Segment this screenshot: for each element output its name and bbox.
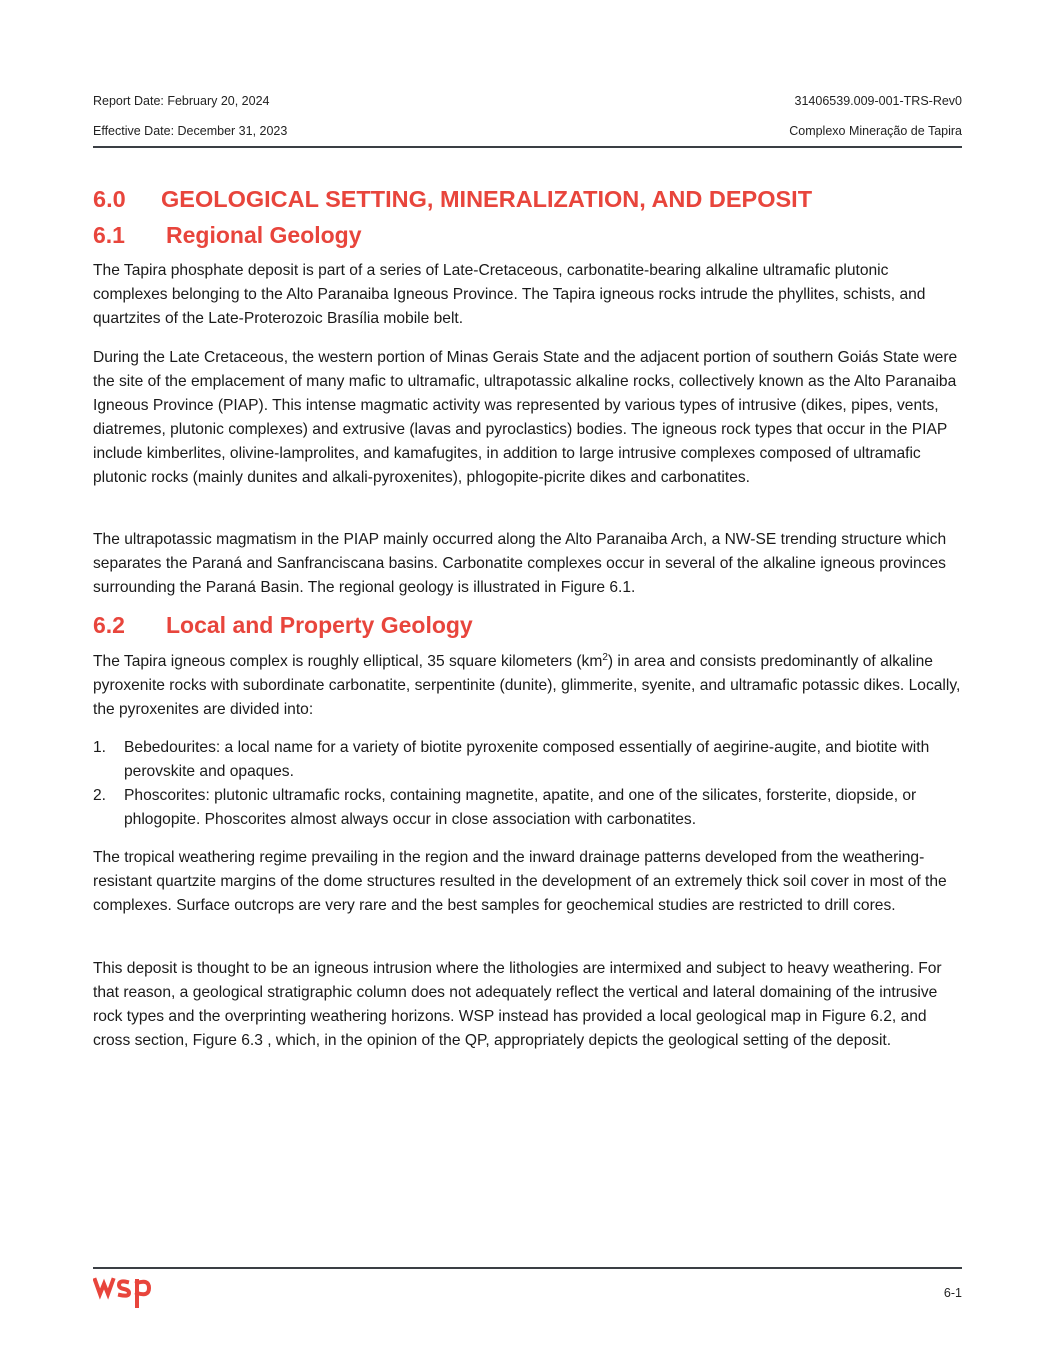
paragraph: During the Late Cretaceous, the western portion of Minas Gerais State and the adjacent portion of southern Goiás State were the site of the emplacement of many mafic to ultramafic, ultrapotassic alkaline rocks, collectively known as the Alto Paranaiba Igneous Province (PIAP). This intense magmatic activity was represented by various types of intrusive (dikes, pipes, vents, diatremes, plutonic complexes) and extrusive (lavas and pyroclastics) bodies. The igneous rock types that occur in the PIAP include kimberlites, olivine-lamprolites, and kamafugites, in addition to large intrusive complexes composed of ultramafic plutonic rocks (mainly dunites and alkali-pyroxenites), phlogopite-picrite dikes and carbonatites. [93,349,958,486]
header-divider [93,146,962,148]
list-number: 1. [93,739,107,756]
superscript: 2 [602,651,608,663]
section-title: GEOLOGICAL SETTING, MINERALIZATION, AND DEPOSIT [161,186,813,212]
paragraph: The ultrapotassic magmatism in the PIAP mainly occurred along the Alto Paranaiba Arch, a NW-SE trending structure which separates the Paraná and Sanfranciscana basins. Carbonatite complexes occur in several of the alkaline igneous provinces surrounding the Paraná Basin. The regional geology is illustrated in Figure 6.1. [93,531,947,596]
list-item [93,784,962,832]
subsection-heading-local [93,612,473,639]
intro-text-a: The Tapira igneous complex is roughly elliptical, 35 square kilometers (km [93,653,603,670]
document-page [93,0,962,1365]
intro-text-b: ) in area and consists predominantly of alkaline pyroxenite rocks with subordinate carbonatite, serpentinite (dunite), glimmerite, syenite, and ultramafic potassic dikes. Locally, the pyroxenites are divided into: [93,653,961,718]
paragraph: The Tapira phosphate deposit is part of a series of Late-Cretaceous, carbonatite-bearing alkaline ultramafic plutonic complexes belonging to the Alto Paranaiba Igneous Province. The Tapira igneous rocks intrude the phyllites, schists, and quartzites of the Late-Proterozoic Brasília mobile belt. [93,262,926,327]
subsection-title: Local and Property Geology [166,612,473,638]
report-date: Report Date: February 20, 2024 [93,94,270,108]
subsection-number: 6.1 [93,222,125,248]
list-text: Phoscorites: plutonic ultramafic rocks, containing magnetite, apatite, and one of the silicates, forsterite, diopside, or phlogopite. Phoscorites almost always occur in close association with carbonatites. [124,787,917,828]
paragraph: This deposit is thought to be an igneous intrusion where the lithologies are intermixed and subject to heavy weathering. For that reason, a geological stratigraphic column does not adequately reflect the vertical and lateral domaining of the intrusive rock types and the overprinting weathering horizons. WSP instead has provided a local geological map in Figure 6.2, and cross section, Figure 6.3 , which, in the opinion of the QP, appropriately depicts the geological setting of the deposit. [93,960,942,1049]
doc-number: 31406539.009-001-TRS-Rev0 [794,94,962,108]
list-number: 2. [93,787,107,804]
subsection-heading-regional [93,222,362,249]
section-number: 6.0 [93,186,126,212]
footer-divider [93,1267,962,1269]
paragraph-intro [93,650,962,722]
list-item [93,736,962,784]
page-number: 6-1 [943,1286,962,1300]
project-name: Complexo Mineração de Tapira [789,124,962,138]
wsp-logo [93,1276,157,1315]
subsection-title: Regional Geology [166,222,362,248]
list-text: Bebedourites: a local name for a variety of biotite pyroxenite composed essentially of aegirine-augite, and biotite with perovskite and opaques. [124,739,930,780]
paragraph: The tropical weathering regime prevailing in the region and the inward drainage patterns developed from the weathering-resistant quartzite margins of the dome structures resulted in the development of an extremely thick soil cover in most of the complexes. Surface outcrops are very rare and the best samples for geochemical studies are restricted to drill cores. [93,849,947,914]
section-heading [93,186,812,213]
wsp-logo-icon [93,1276,157,1310]
subsection-number: 6.2 [93,612,125,638]
pyroxenite-list [93,736,962,832]
effective-date: Effective Date: December 31, 2023 [93,124,288,138]
